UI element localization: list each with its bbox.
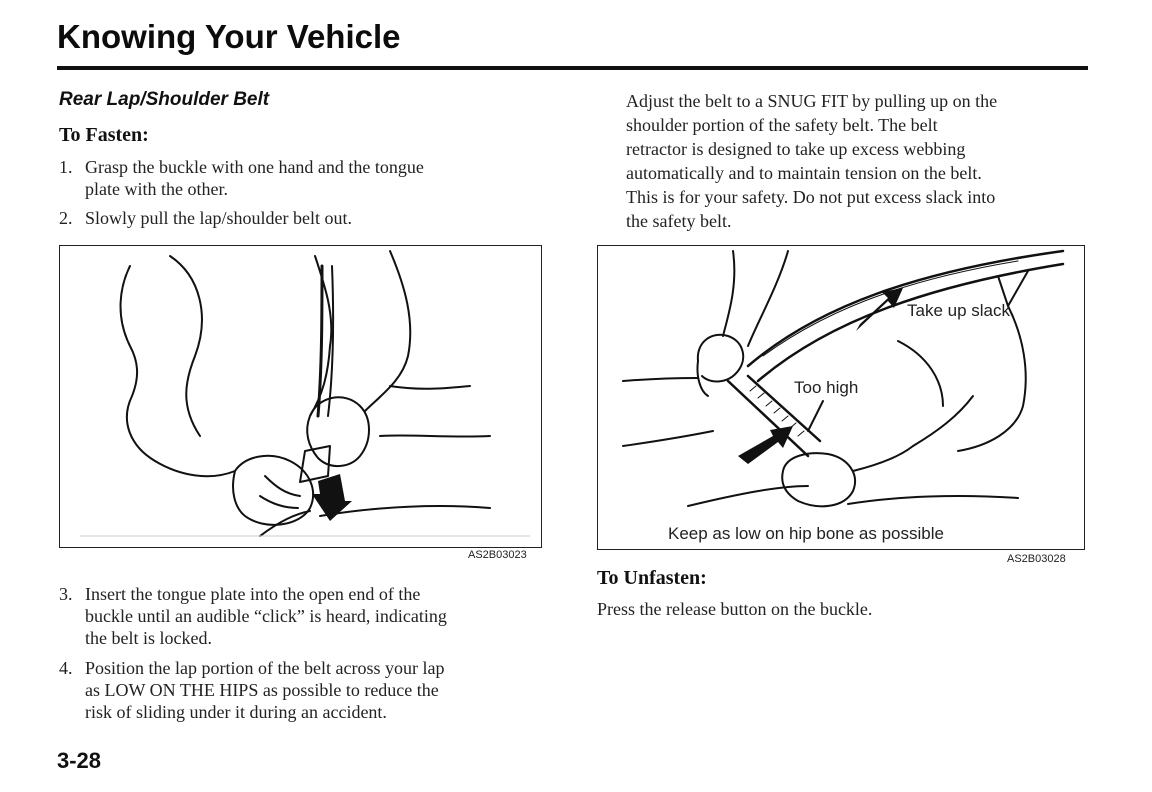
step-line: Slowly pull the lap/shoulder belt out. (85, 208, 352, 228)
figure-code: AS2B03023 (468, 549, 527, 561)
page-number: 3-28 (57, 748, 102, 773)
step-line: risk of sliding under it during an accident. (85, 702, 387, 722)
page-title: Knowing Your Vehicle (57, 18, 401, 55)
step-number: 3. (59, 584, 73, 604)
label-take-up-slack: Take up slack (907, 301, 1010, 320)
step-line: Insert the tongue plate into the open end of the (85, 584, 421, 604)
unfasten-text: Press the release button on the buckle. (597, 599, 873, 619)
step-number: 1. (59, 157, 73, 177)
belt-position-drawing (598, 246, 1084, 549)
figure-code: AS2B03028 (1007, 553, 1066, 565)
paragraph-line: This is for your safety. Do not put excess slack into (626, 187, 996, 207)
step-line: buckle until an audible “click” is heard, indicating (85, 606, 447, 626)
step-line: the belt is locked. (85, 628, 212, 648)
step-line: as LOW ON THE HIPS as possible to reduce the (85, 680, 439, 700)
step-number: 4. (59, 658, 73, 678)
step-line: Position the lap portion of the belt across your lap (85, 658, 445, 678)
paragraph-line: retractor is designed to take up excess webbing (626, 139, 966, 159)
belt-position-illustration (597, 245, 1085, 550)
step-line: Grasp the buckle with one hand and the tongue (85, 157, 424, 177)
paragraph-line: shoulder portion of the safety belt. The belt (626, 115, 938, 135)
buckle-drawing (60, 246, 541, 547)
section-title: Rear Lap/Shoulder Belt (59, 89, 270, 110)
paragraph-line: automatically and to maintain tension on the belt. (626, 163, 982, 183)
label-keep-low: Keep as low on hip bone as possible (668, 524, 944, 543)
buckle-illustration (59, 245, 542, 548)
label-too-high: Too high (794, 378, 859, 397)
fasten-heading: To Fasten: (59, 124, 149, 146)
adjust-paragraph (626, 89, 1096, 233)
step-number: 2. (59, 208, 73, 228)
paragraph-line: the safety belt. (626, 211, 732, 231)
paragraph-line: Adjust the belt to a SNUG FIT by pulling up on the (626, 91, 998, 111)
unfasten-heading: To Unfasten: (597, 567, 707, 589)
step-line: plate with the other. (85, 179, 228, 199)
title-rule (57, 66, 1088, 70)
